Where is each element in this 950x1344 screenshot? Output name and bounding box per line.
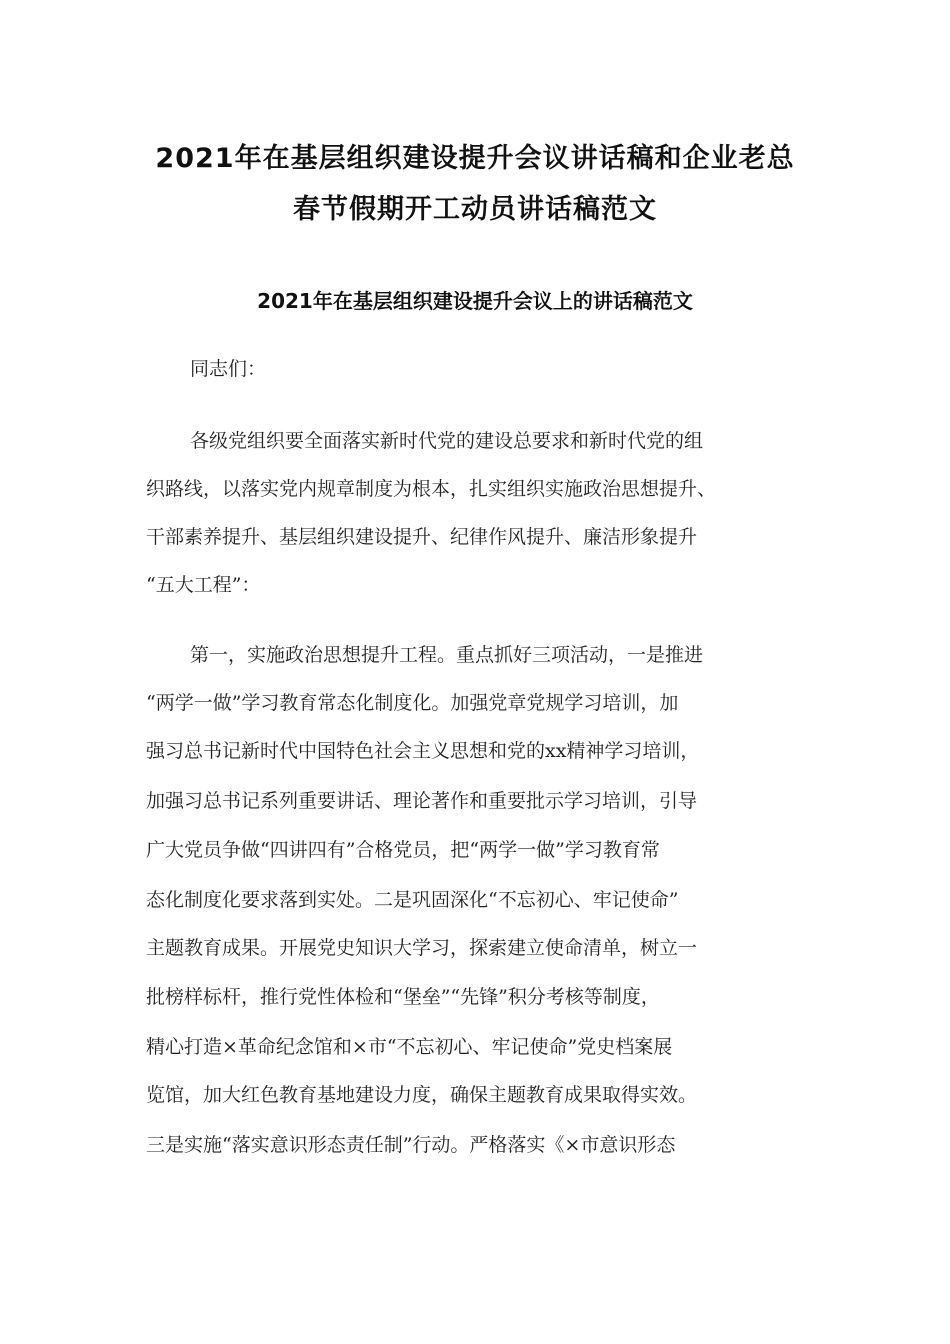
paragraph-line: 态化制度化要求落到实处。二是巩固深化“不忘初心、牢记使命” [146, 889, 679, 911]
document-title-line-1: 2021年在基层组织建设提升会议讲话稿和企业老总 [155, 143, 795, 174]
salutation: 同志们： [190, 358, 267, 380]
document-title-line-2: 春节假期开工动员讲话稿范文 [293, 194, 657, 225]
paragraph-line: 主题教育成果。开展党史知识大学习，探索建立使命清单，树立一 [146, 937, 698, 959]
paragraph-line: 织路线，以落实党内规章制度为根本，扎实组织实施政治思想提升、 [146, 478, 717, 500]
paragraph-line: 精心打造×革命纪念馆和×市“不忘初心、牢记使命”党史档案展 [146, 1036, 673, 1058]
paragraph-line: 三是实施“落实意识形态责任制”行动。严格落实《×市意识形态 [146, 1134, 676, 1156]
paragraph-line: 览馆，加大红色教育基地建设力度，确保主题教育成果取得实效。 [146, 1084, 698, 1106]
paragraph-line: “五大工程”： [146, 574, 261, 596]
paragraph-line: 各级党组织要全面落实新时代党的建设总要求和新时代党的组 [190, 430, 704, 452]
paragraph-line: 干部素养提升、基层组织建设提升、纪律作风提升、廉洁形象提升 [146, 526, 698, 548]
paragraph-line: 广大党员争做“四讲四有”合格党员，把“两学一做”学习教育常 [146, 839, 660, 861]
paragraph-line: 加强习总书记系列重要讲话、理论著作和重要批示学习培训，引导 [146, 790, 698, 812]
section-heading: 2021年在基层组织建设提升会议上的讲话稿范文 [257, 289, 693, 313]
paragraph-line: 批榜样标杆，推行党性体检和“堡垒”“先锋”积分考核等制度， [146, 986, 660, 1008]
paragraph-line: 第一，实施政治思想提升工程。重点抓好三项活动，一是推进 [190, 644, 704, 666]
paragraph-line: “两学一做”学习教育常态化制度化。加强党章党规学习培训，加 [146, 692, 679, 714]
paragraph-line: 强习总书记新时代中国特色社会主义思想和党的xx精神学习培训， [146, 740, 700, 762]
